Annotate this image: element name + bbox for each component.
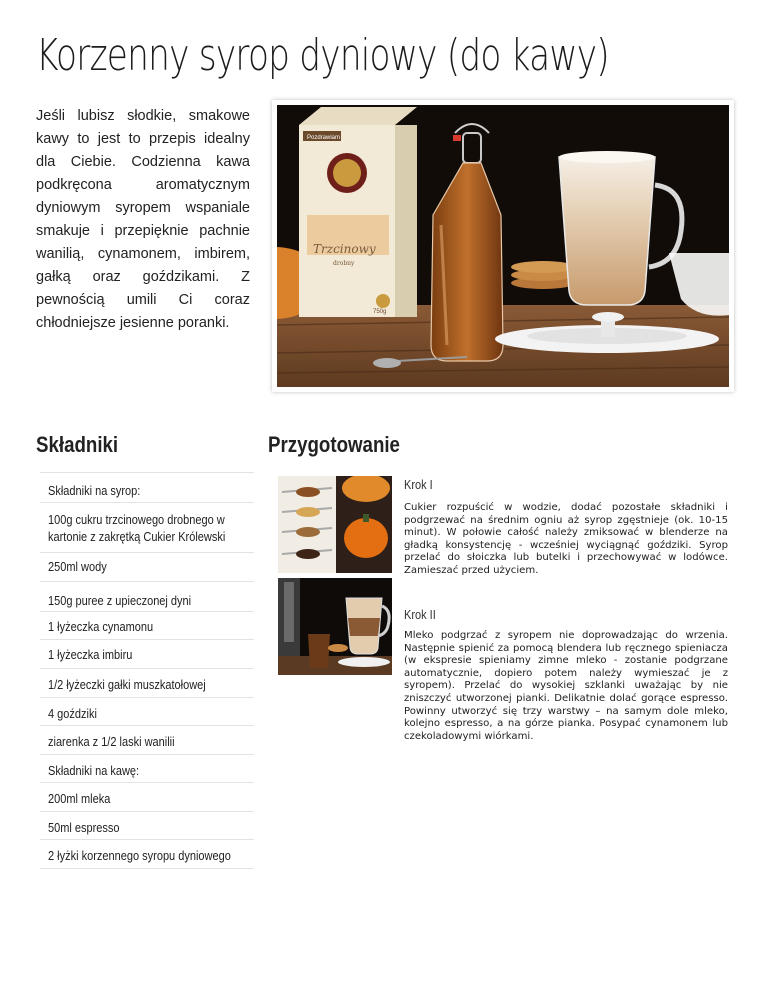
ingredient-subheading: Składniki na syrop: [40,473,254,503]
step-1-text: Cukier rozpuścić w wodzie, dodać pozostałe składniki i podgrzewać na średnim ogniu aż syrop zgęstnieje (ok. 10-15 minut). W połowie całość należy zmiksować w blenderze na gładką konsystencję - wcześniej wyciągnąć goździki. Syrop przelać do słoiczka lub butelki i przechowywać w lodówce. Zamieszać przed użyciem. [404,502,728,576]
ingredients-list [40,472,254,869]
step-1-photo [278,476,392,573]
ingredient-item: 2 łyżki korzennego syropu dyniowego [40,840,254,869]
hero-photo-illustration [277,105,729,387]
ingredient-item: 4 goździki [40,698,254,726]
ingredient-item: 1/2 łyżeczki gałki muszkatołowej [40,669,254,698]
latte-illustration [278,578,392,675]
ingredient-item: 1 łyżeczka imbiru [40,640,254,669]
ingredients-heading: Składniki [36,432,119,457]
step-2-text: Mleko podgrzać z syropem nie doprowadzając do wrzenia. Następnie spienić za pomocą blendera lub ręcznego spieniacza (w ekspresie spieniamy zimne mleko - zostanie podgrzane automatycznie, dopiero potem należy wymieszać je z syropem). Przelać do wysokiej szklanki uważając by nie zniszczyć utworzonej pianki. Delikatnie dolać gorące espresso. Powinny utworzyć się trzy warstwy – na samym dole mleko, kolejno espresso, a na górze pianka. Posypać cynamonem lub czekoladowymi wiórkami. [404,630,728,742]
package-product: Trzcinowy [313,242,376,256]
package-sub: drobny [333,260,355,267]
step-2-title: Krok II [404,608,436,622]
step-1-title: Krok I [404,478,433,492]
step-2-photo [278,578,392,675]
ingredient-item: 50ml espresso [40,812,254,840]
ingredient-item: 1 łyżeczka cynamonu [40,612,254,640]
ingredient-item: 100g cukru trzcinowego drobnego w kartonie z zakrętką Cukier Królewski [40,503,254,553]
preparation-heading: Przygotowanie [268,432,400,457]
hero-photo [272,100,734,392]
recipe-intro: Jeśli lubisz słodkie, smakowe kawy to jest to przepis idealny dla Ciebie. Codzienna kawa podkręcona aromatycznym dyniowym syropem wspaniale smakuje i przepięknie pachnie wanilią, cynamonem, imbirem, gałką oraz goździkami. Z pewnością umili Ci coraz chłodniejsze jesienne poranki. [36,108,250,331]
ingredient-item: 200ml mleka [40,783,254,812]
ingredient-item: 150g puree z upieczonej dyni [40,582,254,612]
recipe-title: Korzenny syrop dyniowy (do kawy) [36,30,609,81]
ingredient-item: ziarenka z 1/2 laski wanilii [40,726,254,755]
package-weight: 750g [373,309,387,315]
ingredient-subheading: Składniki na kawę: [40,755,254,783]
spices-pumpkin-illustration [278,476,392,573]
ingredient-item: 250ml wody [40,553,254,582]
package-brand: Pozdrawiam [307,135,341,141]
